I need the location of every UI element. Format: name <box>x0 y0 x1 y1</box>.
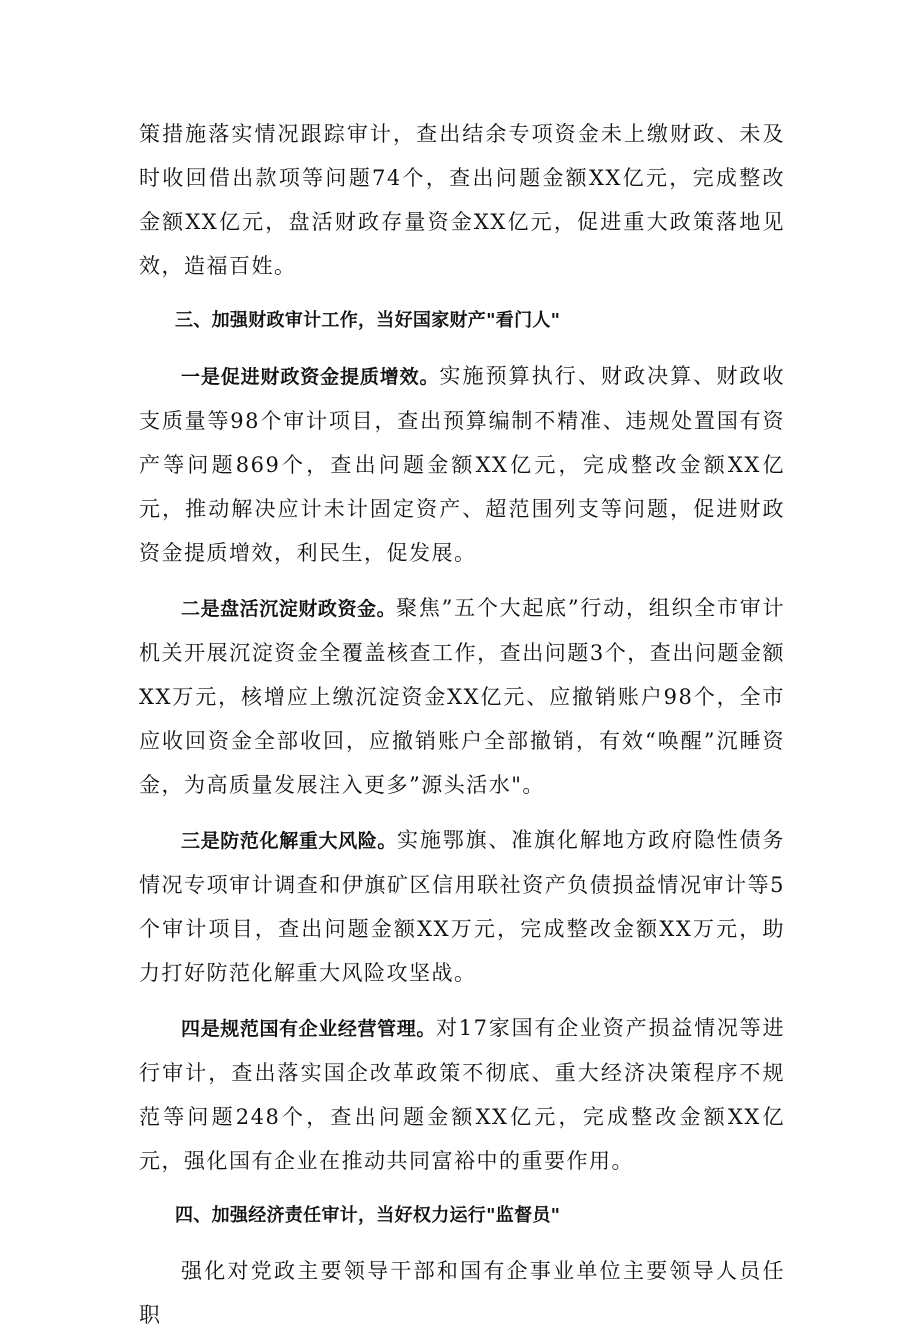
paragraph-body: 实施鄂旗、准旗化解地方政府隐性债务情况专项审计调查和伊旗矿区信用联社资产负债损益情况审计等5个审计项目，查出问题金额XX万元，完成整改金额XX万元，助力打好防范化解重大风险攻坚战。 <box>139 828 785 985</box>
paragraph-fiscal-efficiency <box>139 354 785 575</box>
paragraph-continued: 策措施落实情况跟踪审计，查出结余专项资金未上缴财政、未及时收回借出款项等问题74个，查出问题金额XX亿元，完成整改金额XX亿元，盘活财政存量资金XX亿元，促进重大政策落地见效，造福百姓。 <box>139 122 785 278</box>
paragraph-soe-management <box>139 1006 785 1183</box>
document-body <box>139 112 785 1337</box>
paragraph-lead: 三是防范化解重大风险。 <box>181 830 398 852</box>
section-heading-3: 三、加强财政审计工作，当好国家财产"看门人" <box>175 310 561 331</box>
paragraph-lead: 二是盘活沉淀财政资金。 <box>181 598 397 620</box>
paragraph-body: 对17家国有企业资产损益情况等进行审计，查出落实国企改革政策不彻底、重大经济决策程序不规范等问题248个，查出问题金额XX亿元，完成整改金额XX亿元，强化国有企业在推动共同富裕中的重要作用。 <box>139 1016 785 1173</box>
paragraph-body: 实施预算执行、财政决算、财政收支质量等98个审计项目，查出预算编制不精准、违规处置国有资产等问题869个，查出问题金额XX亿元，完成整改金额XX亿元，推动解决应计未计固定资产、超范围列支等问题，促进财政资金提质增效，利民生，促发展。 <box>139 364 786 565</box>
paragraph-lead: 四是规范国有企业经营管理。 <box>181 1018 436 1040</box>
paragraph-lead: 一是促进财政资金提质增效。 <box>181 366 440 388</box>
paragraph-idle-funds <box>139 586 785 807</box>
paragraph-body: 聚焦”五个大起底”行动，组织全市审计机关开展沉淀资金全覆盖核查工作，查出问题3个，查出问题金额XX万元，核增应上缴沉淀资金XX亿元、应撤销账户98个，全市应收回资金全部收回，应撤销账户全部撤销，有效“唤醒”沉睡资金，为高质量发展注入更多”源头活水"。 <box>139 596 785 797</box>
paragraph-economic-responsibility: 强化对党政主要领导干部和国有企事业单位主要领导人员任职 <box>139 1259 785 1327</box>
paragraph-risk-prevention <box>139 818 785 995</box>
section-heading-4: 四、加强经济责任审计，当好权力运行"监督员" <box>175 1205 561 1226</box>
